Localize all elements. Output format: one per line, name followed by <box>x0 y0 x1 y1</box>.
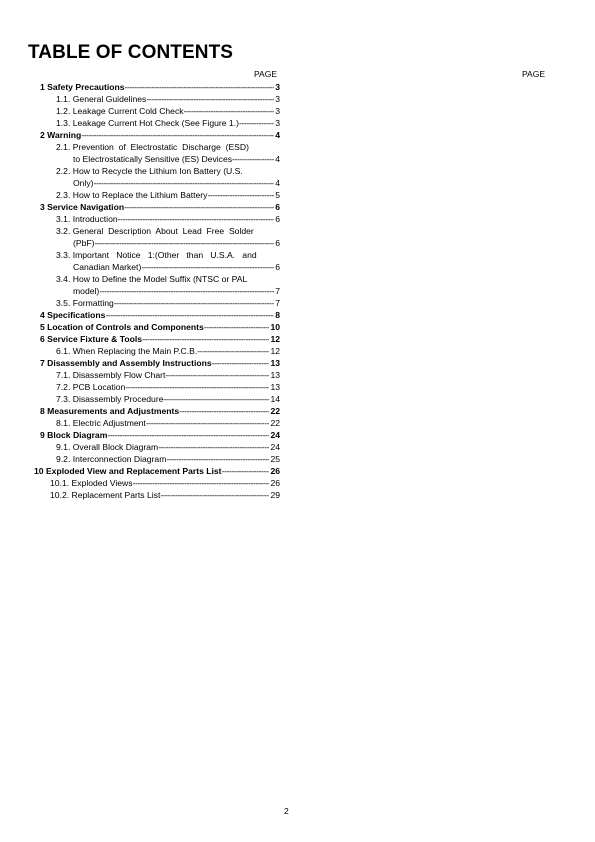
toc-entry-title: Electric Adjustment <box>72 418 146 428</box>
toc-entry-page: 6 <box>275 202 280 212</box>
toc-entry-title: Important Notice 1:(Other than U.S.A. and <box>72 250 257 260</box>
toc-entry-number: 2.1. <box>56 142 71 152</box>
toc-subsection-entry[interactable] <box>0 213 280 225</box>
toc-entry-title: Specifications <box>47 310 106 320</box>
toc-entry-number: 7 <box>40 358 45 368</box>
toc-entry-title: Disassembly Procedure <box>72 394 164 404</box>
toc-entry-title: Prevention of Electrostatic Discharge (ESD) <box>72 142 249 152</box>
toc-entry-number: 3.3. <box>56 250 71 260</box>
toc-entry-page: 13 <box>270 370 280 380</box>
toc-entry-number: 6.1. <box>56 346 71 356</box>
toc-leader-dots <box>158 441 269 453</box>
toc-entry-number: 6 <box>40 334 45 344</box>
toc-subsection-entry[interactable] <box>0 261 280 273</box>
toc-entry-title: When Replacing the Main P.C.B. <box>72 346 198 356</box>
toc-entry-title: PCB Location <box>72 382 126 392</box>
toc-section-entry[interactable] <box>0 357 280 369</box>
toc-entry-page: 29 <box>270 490 280 500</box>
toc-entry-page: 12 <box>270 334 280 344</box>
toc-entry-title: Block Diagram <box>47 430 108 440</box>
toc-entry-number: 7.3. <box>56 394 71 404</box>
toc-leader-dots <box>141 261 274 273</box>
toc-entry-number: 2.3. <box>56 190 71 200</box>
toc-subsection-entry[interactable] <box>0 453 280 465</box>
toc-leader-dots <box>94 177 275 189</box>
toc-entry-title: Service Fixture & Tools <box>47 334 143 344</box>
toc-entry-page: 6 <box>275 262 280 272</box>
toc-leader-dots <box>160 489 269 501</box>
toc-subsection-entry[interactable] <box>0 165 280 177</box>
toc-entry-page: 6 <box>275 238 280 248</box>
toc-leader-dots <box>232 153 274 165</box>
toc-leader-dots <box>146 417 270 429</box>
toc-leader-dots <box>222 465 270 477</box>
toc-leader-dots <box>142 333 269 345</box>
toc-entry-page: 25 <box>270 454 280 464</box>
toc-subsection-entry[interactable] <box>0 477 280 489</box>
toc-section-entry[interactable] <box>0 321 280 333</box>
toc-leader-dots <box>118 213 275 225</box>
toc-entry-page: 3 <box>275 106 280 116</box>
toc-entry-title: Exploded Views <box>71 478 133 488</box>
toc-leader-dots <box>99 285 274 297</box>
toc-entry-number: 1 <box>40 82 45 92</box>
toc-subsection-entry[interactable] <box>0 285 280 297</box>
toc-subsection-entry[interactable] <box>0 441 280 453</box>
toc-entry-number: 3.1. <box>56 214 71 224</box>
toc-entry-page: 3 <box>275 82 280 92</box>
toc-leader-dots <box>133 477 270 489</box>
toc-subsection-entry[interactable] <box>0 153 280 165</box>
toc-subsection-entry[interactable] <box>0 249 280 261</box>
toc-entry-title: How to Replace the Lithium Battery <box>72 190 208 200</box>
toc-entry-title: Replacement Parts List <box>71 490 161 500</box>
toc-entry-number: 10.1. <box>50 478 70 488</box>
toc-leader-dots <box>179 405 269 417</box>
toc-leader-dots <box>197 345 269 357</box>
toc-entry-title: Overall Block Diagram <box>72 442 159 452</box>
toc-entry-page: 22 <box>270 406 280 416</box>
toc-entry-page: 26 <box>270 478 280 488</box>
toc-entry-title: Service Navigation <box>47 202 125 212</box>
toc-entry-page: 13 <box>270 382 280 392</box>
toc-leader-dots <box>125 81 275 93</box>
toc-section-entry[interactable] <box>0 81 280 93</box>
toc-entry-title: to Electrostatically Sensitive (ES) Devices <box>73 154 233 164</box>
toc-leader-dots <box>105 309 274 321</box>
toc-entry-page: 4 <box>275 130 280 140</box>
toc-leader-dots <box>124 201 274 213</box>
page-column-label: PAGE <box>254 69 277 79</box>
toc-entry-title: Canadian Market) <box>73 262 142 272</box>
toc-entry-page: 3 <box>275 94 280 104</box>
toc-entry-number: 1.3. <box>56 118 71 128</box>
page-number: 2 <box>284 806 289 816</box>
page-column-label-right: PAGE <box>522 69 545 79</box>
toc-leader-dots <box>184 105 275 117</box>
toc-entry-number: 9.2. <box>56 454 71 464</box>
toc-entry-title: (PbF) <box>73 238 95 248</box>
toc-section-entry[interactable] <box>0 465 280 477</box>
toc-subsection-entry[interactable] <box>0 177 280 189</box>
toc-entry-title: Exploded View and Replacement Parts List <box>45 466 222 476</box>
toc-entry-page: 12 <box>270 346 280 356</box>
toc-entry-page: 8 <box>275 310 280 320</box>
toc-leader-dots <box>207 189 274 201</box>
toc-entry-title: Leakage Current Cold Check <box>72 106 184 116</box>
toc-subsection-entry[interactable] <box>0 345 280 357</box>
toc-subsection-entry[interactable] <box>0 381 280 393</box>
toc-entry-number: 9.1. <box>56 442 71 452</box>
toc-section-entry[interactable] <box>0 405 280 417</box>
toc-subsection-entry[interactable] <box>0 369 280 381</box>
toc-entry-title: Disassembly Flow Chart <box>72 370 166 380</box>
toc-entry-title: Warning <box>47 130 82 140</box>
toc-entry-title: General Guidelines <box>72 94 147 104</box>
toc-leader-dots <box>165 369 269 381</box>
toc-entry-page: 6 <box>275 214 280 224</box>
toc-leader-dots <box>239 117 274 129</box>
toc-leader-dots <box>94 237 274 249</box>
toc-entry-number: 4 <box>40 310 45 320</box>
toc-entry-page: 7 <box>275 298 280 308</box>
toc-entry-title: Only) <box>73 178 94 188</box>
toc-leader-dots <box>163 393 269 405</box>
toc-entry-page: 22 <box>270 418 280 428</box>
toc-entry-number: 3.4. <box>56 274 71 284</box>
toc-subsection-entry[interactable] <box>0 393 280 405</box>
toc-entry-page: 24 <box>270 430 280 440</box>
toc-section-entry[interactable] <box>0 333 280 345</box>
toc-entry-number: 8.1. <box>56 418 71 428</box>
toc-entry-page: 13 <box>270 358 280 368</box>
toc-leader-dots <box>204 321 270 333</box>
toc-entry-number: 1.2. <box>56 106 71 116</box>
toc-entry-title: Formatting <box>72 298 114 308</box>
toc-subsection-entry[interactable] <box>0 489 280 501</box>
toc-entry-number: 3.2. <box>56 226 71 236</box>
toc-subsection-entry[interactable] <box>0 117 280 129</box>
toc-entry-title: How to Define the Model Suffix (NTSC or PAL <box>72 274 248 284</box>
toc-subsection-entry[interactable] <box>0 93 280 105</box>
toc-entry-page: 10 <box>270 322 280 332</box>
toc-entry-number: 2.2. <box>56 166 71 176</box>
toc-entry-page: 26 <box>270 466 280 476</box>
toc-entry-number: 10 <box>34 466 44 476</box>
toc-entry-page: 24 <box>270 442 280 452</box>
toc-leader-dots <box>212 357 270 369</box>
toc-entry-page: 3 <box>275 118 280 128</box>
toc-subsection-entry[interactable] <box>0 417 280 429</box>
toc-entry-title: General Description About Lead Free Solder <box>72 226 254 236</box>
toc-leader-dots <box>146 93 274 105</box>
toc-section-entry[interactable] <box>0 429 280 441</box>
toc-leader-dots <box>114 297 274 309</box>
toc-leader-dots <box>166 453 269 465</box>
toc-entry-title: Leakage Current Hot Check (See Figure 1.) <box>72 118 239 128</box>
toc-subsection-entry[interactable] <box>0 141 280 153</box>
toc-subsection-entry[interactable] <box>0 237 280 249</box>
toc-entry-page: 5 <box>275 190 280 200</box>
toc-entry-title: Measurements and Adjustments <box>47 406 180 416</box>
toc-entry-number: 10.2. <box>50 490 70 500</box>
toc-entry-page: 7 <box>275 286 280 296</box>
toc-subsection-entry[interactable] <box>0 273 280 285</box>
toc-leader-dots <box>81 129 274 141</box>
toc-section-entry[interactable] <box>0 309 280 321</box>
toc-entry-number: 5 <box>40 322 45 332</box>
toc-entry-number: 7.1. <box>56 370 71 380</box>
toc-entry-title: Location of Controls and Components <box>47 322 204 332</box>
toc-subsection-entry[interactable] <box>0 105 280 117</box>
toc-entry-title: Disassembly and Assembly Instructions <box>47 358 212 368</box>
toc-entry-number: 8 <box>40 406 45 416</box>
toc-list <box>0 81 280 501</box>
toc-leader-dots <box>107 429 269 441</box>
toc-entry-title: Introduction <box>72 214 118 224</box>
toc-entry-page: 4 <box>275 178 280 188</box>
toc-section-entry[interactable] <box>0 201 280 213</box>
toc-leader-dots <box>125 381 269 393</box>
toc-entry-number: 3.5. <box>56 298 71 308</box>
toc-section-entry[interactable] <box>0 129 280 141</box>
toc-entry-number: 7.2. <box>56 382 71 392</box>
toc-subsection-entry[interactable] <box>0 189 280 201</box>
toc-entry-number: 1.1. <box>56 94 71 104</box>
document-title: TABLE OF CONTENTS <box>28 42 234 63</box>
toc-entry-title: Interconnection Diagram <box>72 454 167 464</box>
toc-entry-number: 3 <box>40 202 45 212</box>
toc-entry-title: Safety Precautions <box>47 82 125 92</box>
toc-entry-title: How to Recycle the Lithium Ion Battery (U.S. <box>72 166 243 176</box>
toc-entry-title: model) <box>73 286 100 296</box>
toc-entry-number: 9 <box>40 430 45 440</box>
toc-subsection-entry[interactable] <box>0 225 280 237</box>
toc-entry-page: 14 <box>270 394 280 404</box>
toc-entry-number: 2 <box>40 130 45 140</box>
toc-entry-page: 4 <box>275 154 280 164</box>
toc-subsection-entry[interactable] <box>0 297 280 309</box>
